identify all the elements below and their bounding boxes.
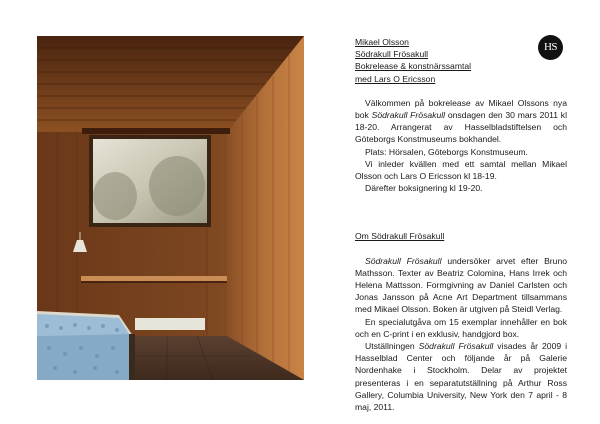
hs-logo: HS — [538, 35, 563, 60]
header-line-1: Mikael Olsson — [355, 37, 409, 47]
about-paragraph-1: Södrakull Frösakull undersöker arvet efter Bruno Mathsson. Texter av Beatriz Colomina, Hans Irrek och Helena Mattsson. Formgivning av Daniel Carlsten och Jonas Jansson på Acne Art Department tillsammans med Mikael Olsson. Boken är utgiven på Steidl Verlag. — [355, 255, 568, 315]
bedroom-photo — [37, 36, 304, 380]
header-line-2: Södrakull Frösakull — [355, 49, 429, 60]
header-line-3: Bokrelease & konstnärssamtal — [355, 61, 472, 72]
invite-paragraph-3: Vi inleder kvällen med ett samtal mellan Mikael Olsson och Lars O Ericsson kl 18-19. — [355, 158, 567, 182]
about-paragraph-3: Utställningen Södrakull Frösakull visades år 2009 i Hasselblad Center och följande år på Galerie Nordenhake i Stockholm. Delar av projektet presenteras i en separatutställning på Arthur Ross Gallery, Columbia University, New York den 7 april - 8 maj, 2011. — [355, 341, 568, 413]
invite-paragraph-4: Därefter boksignering kl 19-20. — [365, 183, 483, 194]
text-column — [355, 36, 567, 413]
invite-paragraph-2: Plats: Hörsalen, Göteborgs Konstmuseum. — [365, 146, 528, 157]
about-paragraph-2: En specialutgåva om 15 exemplar innehåller en bok och en C-print i en exklusiv, handgjord box. — [355, 316, 567, 339]
invite-paragraph-1: Välkommen på bokrelease av Mikael Olssons nya bok Södrakull Frösakull onsdagen den 30 mars 2011 kl 18-20. Arrangerat av Hasselbladstiftelsen och Göteborgs Konstmuseums bokhandel. — [355, 97, 568, 145]
about-heading: Om Södrakull Frösakull — [355, 231, 445, 242]
header-line-4: med Lars O Ericsson — [355, 73, 436, 84]
